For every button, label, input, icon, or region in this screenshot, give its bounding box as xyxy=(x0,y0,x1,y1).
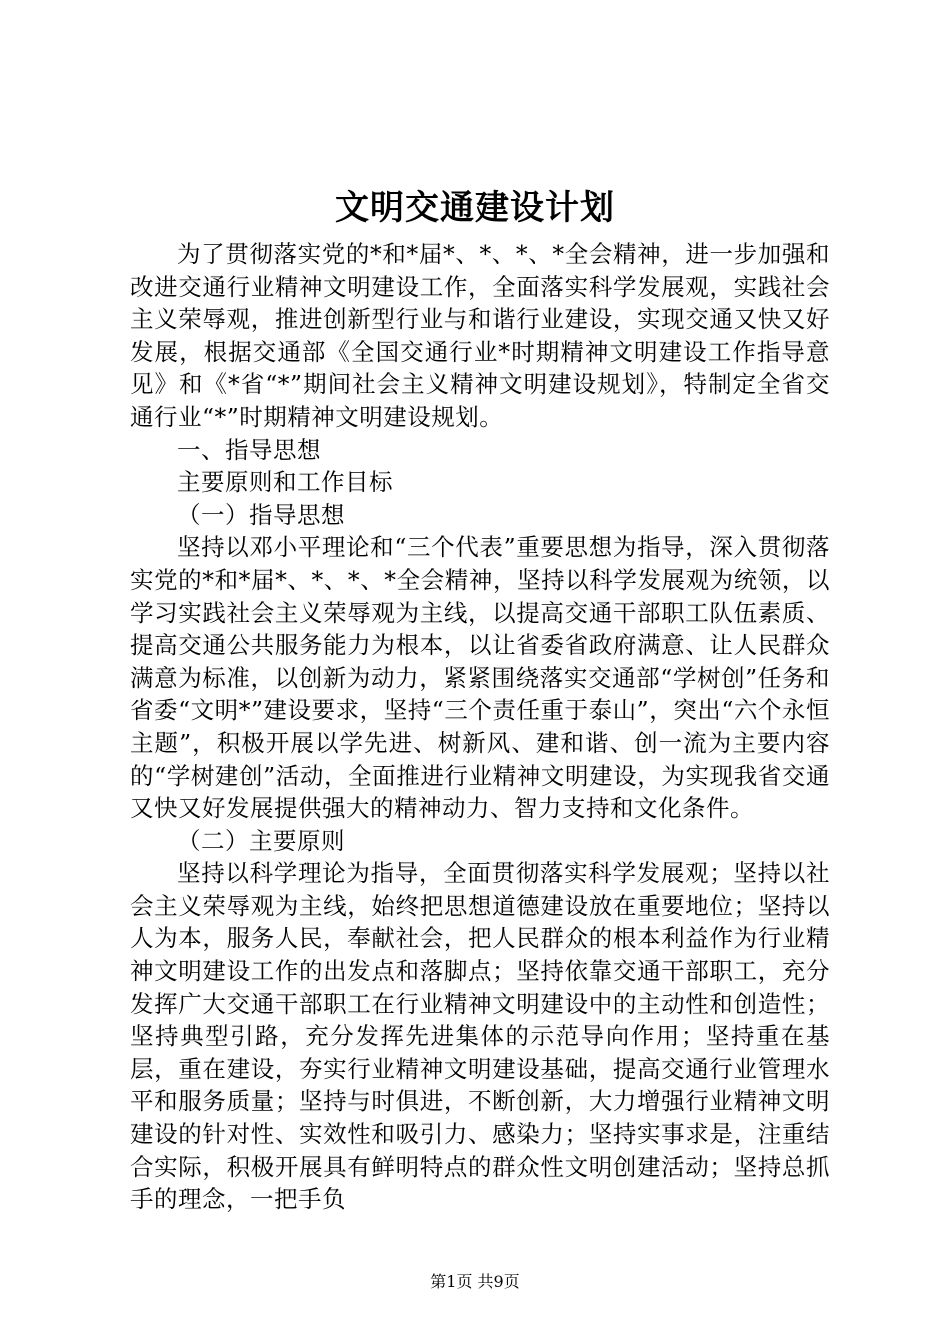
document-title: 文明交通建设计划 xyxy=(335,188,615,228)
subsection-heading-guiding-thought: （一）指导思想 xyxy=(177,500,345,529)
main-principles-paragraph: 坚持以科学理论为指导，全面贯彻落实科学发展观；坚持以社会主义荣辱观为主线，始终把思想道德建设放在重要地位；坚持以人为本，服务人民，奉献社会，把人民群众的根本利益作为行业精神文明建设工作的出发点和落脚点；坚持依靠交通干部职工，充分发挥广大交通干部职工在行业精神文明建设中的主动性和创造性；坚持典型引路，充分发挥先进集体的示范导向作用；坚持重在基层，重在建设，夯实行业精神文明建设基础，提高交通行业管理水平和服务质量；坚持与时俱进，不断创新，大力增强行业精神文明建设的针对性、实效性和吸引力、感染力；坚持实事求是，注重结合实际，积极开展具有鲜明特点的群众性文明创建活动；坚持总抓手的理念，一把手负 xyxy=(130,859,830,1214)
intro-paragraph: 为了贯彻落实党的*和*届*、*、*、*全会精神，进一步加强和改进交通行业精神文明建设工作，全面落实科学发展观，实践社会主义荣辱观，推进创新型行业与和谐行业建设，实现交通又快又好发展，根据交通部《全国交通行业*时期精神文明建设工作指导意见》和《*省“*”期间社会主义精神文明建设规划》，特制定全省交通行业“*”时期精神文明建设规划。 xyxy=(130,240,830,431)
section-heading: 一、指导思想 xyxy=(177,435,321,464)
subsection-heading-main-principles: （二）主要原则 xyxy=(177,826,345,855)
guiding-thought-paragraph: 坚持以邓小平理论和“三个代表”重要思想为指导，深入贯彻落实党的*和*届*、*、*、*全会精神，坚持以科学发展观为统领，以学习实践社会主义荣辱观为主线，以提高交通干部职工队伍素质、提高交通公共服务能力为根本，以让省委省政府满意、让人民群众满意为标准，以创新为动力，紧紧围绕落实交通部“学树创”任务和省委“文明*”建设要求，坚持“三个责任重于泰山”，突出“六个永恒主题”，积极开展以学先进、树新风、建和谐、创一流为主要内容的“学树建创”活动，全面推进行业精神文明建设，为实现我省交通又快又好发展提供强大的精神动力、智力支持和文化条件。 xyxy=(130,533,830,823)
document-body xyxy=(130,238,830,1216)
section-subheading: 主要原则和工作目标 xyxy=(177,468,393,497)
page-footer: 第1页 共9页 xyxy=(430,1272,520,1291)
